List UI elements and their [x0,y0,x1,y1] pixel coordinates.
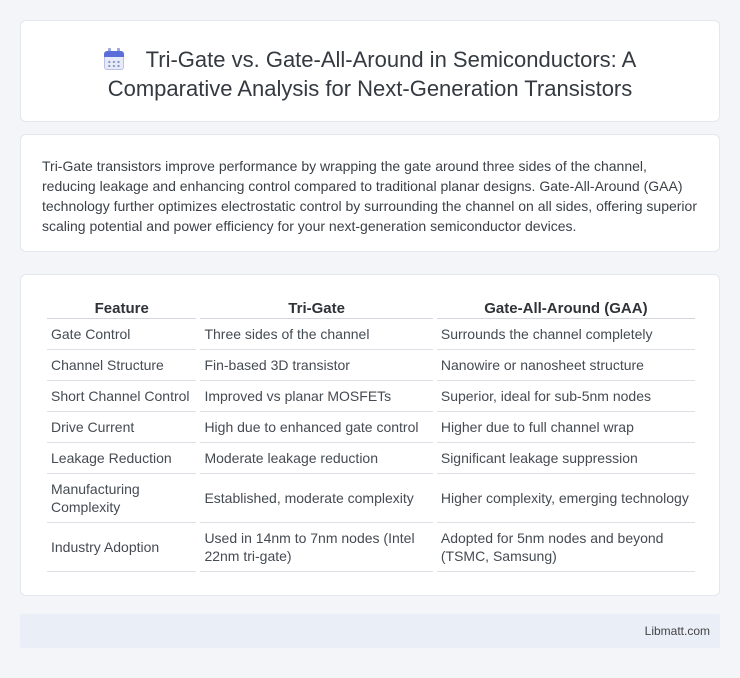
title-card [20,20,720,122]
gaa-cell: Higher due to full channel wrap [437,412,695,443]
feature-cell: Industry Adoption [47,523,196,572]
tri-gate-cell: Three sides of the channel [200,319,432,350]
tri-gate-cell: Improved vs planar MOSFETs [200,381,432,412]
header-tri-gate: Tri-Gate [200,296,432,319]
calendar-icon [104,48,124,70]
title-wrap [21,45,719,103]
footer-site-link[interactable]: Libmatt.com [644,624,710,638]
comparison-card [20,274,720,596]
page-title [51,45,689,103]
gaa-cell: Superior, ideal for sub-5nm nodes [437,381,695,412]
tri-gate-cell: Established, moderate complexity [200,474,432,523]
table-row [47,319,695,350]
intro-card [20,134,720,252]
table-row [47,350,695,381]
table-header-row [47,296,695,319]
gaa-cell: Surrounds the channel completely [437,319,695,350]
feature-cell: Channel Structure [47,350,196,381]
gaa-cell: Adopted for 5nm nodes and beyond (TSMC, Samsung) [437,523,695,572]
comparison-table [43,296,699,572]
gaa-cell: Significant leakage suppression [437,443,695,474]
tri-gate-cell: High due to enhanced gate control [200,412,432,443]
tri-gate-cell: Used in 14nm to 7nm nodes (Intel 22nm tri-gate) [200,523,432,572]
feature-cell: Drive Current [47,412,196,443]
header-gaa: Gate-All-Around (GAA) [437,296,695,319]
table-row [47,474,695,523]
gaa-cell: Higher complexity, emerging technology [437,474,695,523]
feature-cell: Leakage Reduction [47,443,196,474]
footer-bar [20,614,720,648]
table-row [47,443,695,474]
page-title-text: Tri-Gate vs. Gate-All-Around in Semiconductors: A Comparative Analysis for Next-Generation Transistors [107,47,637,101]
tri-gate-cell: Moderate leakage reduction [200,443,432,474]
intro-paragraph: Tri-Gate transistors improve performance by wrapping the gate around three sides of the channel, reducing leakage and enhancing control compared to traditional planar designs. Gate-All-Around (GAA) technology further optimizes electrostatic control by surrounding the channel on all sides, offering superior scaling potential and power efficiency for your next-generation semiconductor devices. [42,158,697,234]
tri-gate-cell: Fin-based 3D transistor [200,350,432,381]
table-row [47,523,695,572]
feature-cell: Gate Control [47,319,196,350]
feature-cell: Manufacturing Complexity [47,474,196,523]
feature-cell: Short Channel Control [47,381,196,412]
gaa-cell: Nanowire or nanosheet structure [437,350,695,381]
table-row [47,381,695,412]
header-feature: Feature [47,296,196,319]
table-row [47,412,695,443]
